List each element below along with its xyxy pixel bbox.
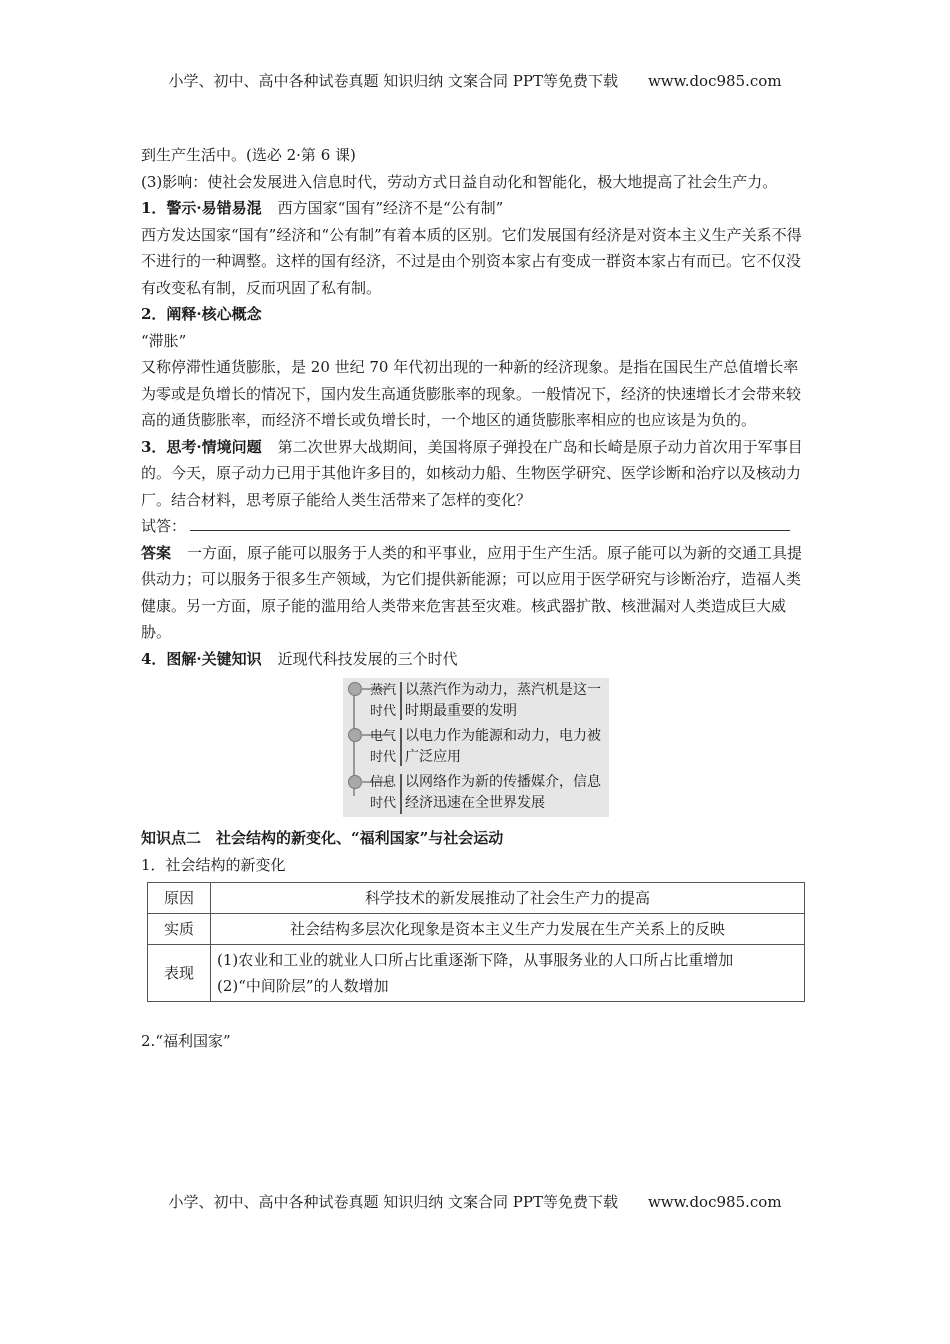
answer-blank[interactable] xyxy=(190,514,790,531)
section-heading: 4．图解·关键知识 xyxy=(141,649,262,668)
question-text: 第二次世界大战期间，美国将原子弹投在广岛和长崎是原子动力首次用于军事目的。今天，原子动力已用于其他许多目的，如核动力船、生物医学研究、医学诊断和治疗以及核动力厂。结合材料，思考原子能给人类生活带来了怎样的变化？ xyxy=(141,437,803,509)
term: “滞胀” xyxy=(141,331,187,350)
table-value: 社会结构多层次化现象是资本主义生产力发展在生产关系上的反映 xyxy=(211,914,805,945)
era-bracket xyxy=(400,728,402,766)
table-key: 原因 xyxy=(148,883,211,914)
era-label: 信息 时代 xyxy=(369,775,396,811)
era-description: 以网络作为新的传播媒介，信息经济迅速在全世界发展 xyxy=(405,774,601,811)
footer-text: 小学、初中、高中各种试卷真题 知识归纳 文案合同 PPT等免费下载 xyxy=(168,1193,618,1211)
era-bracket xyxy=(400,774,402,814)
era-label: 电气 时代 xyxy=(369,729,396,765)
footer-url[interactable]: www.doc985.com xyxy=(647,1193,782,1211)
answer xyxy=(141,540,811,646)
subsection-heading: 2.“福利国家” xyxy=(141,1032,231,1050)
knowledge-point-title: 知识点二 社会结构的新变化、“福利国家”与社会运动 xyxy=(141,829,504,847)
header-text: 小学、初中、高中各种试卷真题 知识归纳 文案合同 PPT等免费下载 xyxy=(168,72,618,90)
page-content xyxy=(141,142,811,1055)
table-row xyxy=(148,914,805,945)
era-description: 以蒸汽作为动力，蒸汽机是这一时期最重要的发明 xyxy=(405,682,601,719)
paragraph: (3)影响：使社会发展进入信息时代，劳动方式日益自动化和智能化，极大地提高了社会生产力。 xyxy=(141,172,778,191)
era-description: 以电力作为能源和动力，电力被广泛应用 xyxy=(405,728,601,765)
table-key: 表现 xyxy=(148,945,211,1002)
table-key: 实质 xyxy=(148,914,211,945)
answer-label: 答案 xyxy=(141,543,172,562)
try-label: 试答： xyxy=(141,517,187,535)
era-bracket xyxy=(400,682,402,720)
table-row xyxy=(148,945,805,1002)
page-footer xyxy=(0,1191,950,1212)
eras-diagram xyxy=(343,678,609,817)
paragraph: 到生产生活中。(选必 2·第 6 课) xyxy=(141,146,356,164)
table-row xyxy=(148,883,805,914)
paragraph: 西方发达国家“国有”经济和“公有制”有着本质的区别。它们发展国有经济是对资本主义生产关系不得不进行的一种调整。这样的国有经济，不过是由个别资本家占有变成一群资本家占有而已。它不仅没有改变私有制，反而巩固了私有制。 xyxy=(141,225,802,297)
section-title: 西方国家“国有”经济不是“公有制” xyxy=(277,199,504,217)
table-value xyxy=(211,945,805,1002)
table-value-line: (1)农业和工业的就业人口所占比重逐渐下降，从事服务业的人口所占比重增加 xyxy=(217,951,734,969)
section-thinking xyxy=(141,434,811,514)
page-header xyxy=(0,70,950,91)
section-title: 近现代科技发展的三个时代 xyxy=(277,649,458,668)
table-value-line: (2)“中间阶层”的人数增加 xyxy=(217,977,389,995)
section-warning xyxy=(141,195,811,222)
social-structure-table xyxy=(147,882,805,1002)
era-label: 蒸汽 时代 xyxy=(369,683,396,719)
table-value: 科学技术的新发展推动了社会生产力的提高 xyxy=(211,883,805,914)
section-heading: 2．阐释·核心概念 xyxy=(141,305,262,323)
section-heading: 1．警示·易错易混 xyxy=(141,199,262,217)
paragraph: 又称停滞性通货膨胀，是 20 世纪 70 年代初出现的一种新的经济现象。是指在国民生产总值增长率为零或是负增长的情况下，国内发生高通货膨胀率的现象。一般情况下，经济的快速增长才会带来较高的通货膨胀率，而经济不增长或负增长时，一个地区的通货膨胀率相应的也应该是为负的。 xyxy=(141,358,802,429)
header-url[interactable]: www.doc985.com xyxy=(647,72,782,90)
section-diagram-heading xyxy=(141,646,811,673)
section-heading: 3．思考·情境问题 xyxy=(141,437,262,456)
try-answer xyxy=(141,513,811,540)
subsection-heading: 1．社会结构的新变化 xyxy=(141,855,286,874)
answer-text: 一方面，原子能可以服务于人类的和平事业，应用于生产生活。原子能可以为新的交通工具提供动力；可以服务于很多生产领域，为它们提供新能源；可以应用于医学研究与诊断治疗，造福人类健康。另一方面，原子能的滥用给人类带来危害甚至灾难。核武器扩散、核泄漏对人类造成巨大威胁。 xyxy=(141,543,803,641)
